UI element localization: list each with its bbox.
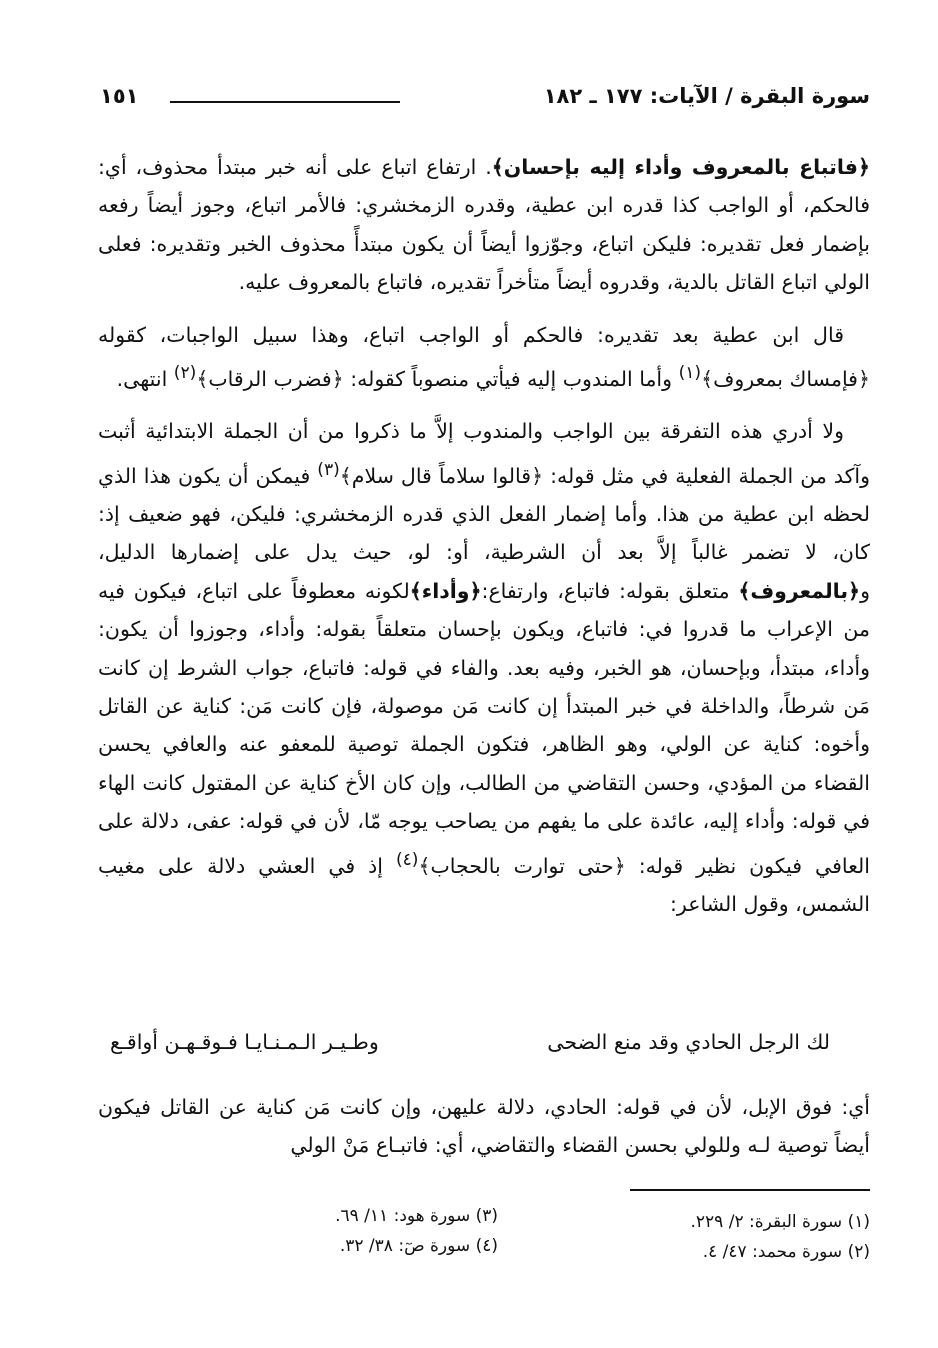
main-text [98,148,870,937]
footnote-ref: (٤) [395,849,419,870]
poem-verse [110,1030,830,1070]
footnote-ref: (٣) [317,459,340,480]
paragraph-3 [98,412,870,923]
paragraph-1 [98,148,870,302]
footnote-ref: (٢) [173,363,197,384]
page-number: ١٥١ [100,84,139,108]
quran-quote: ﴿فإمساك بمعروف﴾ [701,366,870,391]
quran-quote: ﴿بالمعروف﴾ [738,578,861,603]
running-header [100,80,870,120]
paragraph-text: قال ابن عطية بعد تقديره: فالحكم أو الواجب اتباع، وهذا سبيل الواجبات، كقوله [98,322,844,347]
quran-quote: ﴿قالوا سلاماً قال سلام﴾ [339,463,544,488]
header-title: سورة البقرة / الآيات: ١٧٧ ـ ١٨٢ [543,84,870,108]
footnote-1: (١) سورة البقرة: ٢/ ٢٢٩. [690,1212,870,1232]
footnote-4: (٤) سورة صٓ: ٣٨/ ٣٢. [339,1236,498,1256]
quran-quote: ﴿وأداء﴾ [409,578,482,603]
paragraph-text: وأما المندوب إليه فيأتي منصوباً كقوله: [350,366,673,391]
paragraph-text: فيمكن أن يكون هذا الذي لحظه ابن عطية من هذا. وأما إضمار الفعل الذي قدره الزمخشري: فليكن، فهو ضعيف إذ: كان، لا تضمر غالباً إلاَّ بعد أن الشرطية، أو: لو، حيث يدل على إضمارها الدليل، و [98,463,870,603]
footnote-2: (٢) سورة محمد: ٤٧/ ٤. [702,1242,870,1262]
poem-first-hemistich: لك الرجل الحادي وقد منع الضحى [547,1030,830,1054]
paragraph-text: لكونه معطوفاً على اتباع، فيكون فيه من الإعراب ما قدروا في: فاتباع، ويكون بإحسان متعلقاً بقوله: وأداء، وجوزوا أن يكون: وأداء، مبتدأ، وبإحسان، هو الخبر، وفيه بعد. والفاء في قوله: فاتباع، جواب الشرط إن كانت مَن شرطاً، والداخلة في خبر المبتدأ إن كانت مَن موصولة، فإن كانت مَن: كناية عن القاتل وأخوه: كناية عن الولي، وهو الظاهر، فتكون الجملة توصية للمعفو عنه والعافي يحسن القضاء من المؤدي، وحسن التقاضي من الطالب، وإن كان الأخ كناية عن المقتول كانت الهاء في قوله: وأداء إليه، عائدة على ما يفهم من يصاحب يوجه مّا، لأن في قوله: عفى، دلالة على العافي فيكون نظير قوله: [98,578,870,878]
quran-quote: ﴿فضرب الرقاب﴾ [196,366,344,391]
poem-second-hemistich: وطـيـر الـمـنـايـا فـوقـهـن أواقـع [110,1030,379,1054]
header-rule [170,101,400,103]
paragraph-text: متعلق بقوله: فاتباع، وارتفاع: [481,578,730,603]
paragraph-text: . ارتفاع اتباع على أنه خبر مبتدأ محذوف، أي: فالحكم، أو الواجب كذا قدره ابن عطية، وقدره الزمخشري: فالأمر اتباع، وجوز أيضاً رفعه بإضمار فعل تقديره: فليكن اتباع، وجوّزوا أيضاً أن يكون مبتدأً محذوف الخبر وتقديره: فعلى الولي اتباع القاتل بالدية، وقدروه أيضاً متأخراً تقديره، فاتباع بالمعروف عليه. [98,155,870,295]
footnote-ref: (١) [678,363,702,384]
paragraph-4 [98,1088,870,1165]
paragraph-text: ولا أدري هذه التفرقة بين الواجب والمندوب إلاَّ ما ذكروا من أن الجملة الابتدائية أثبت وآكد من الجملة الفعلية في مثل قوله: [98,419,870,488]
quran-quote: ﴿فاتباع بالمعروف وأداء إليه بإحسان﴾ [491,155,870,179]
paragraph-text: انتهى. [116,366,168,391]
main-text-continued [98,1088,870,1165]
paragraph-2 [98,316,870,399]
paragraph-text: إذ في العشي دلالة على مغيب الشمس، وقول الشاعر: [98,853,870,916]
footnote-3: (٣) سورة هود: ١١/ ٦٩. [335,1206,498,1226]
quran-quote: ﴿حتى توارت بالحجاب﴾ [418,853,626,878]
footnote-rule [630,1189,870,1191]
paragraph-text: أي: فوق الإبل، لأن في قوله: الحادي، دلالة عليهن، وإن كانت مَن كناية عن القاتل فيكون أيضاً توصية لـه وللولي بحسن القضاء والتقاضي، أي: فاتبـاع مَنْ الولي [98,1095,870,1158]
